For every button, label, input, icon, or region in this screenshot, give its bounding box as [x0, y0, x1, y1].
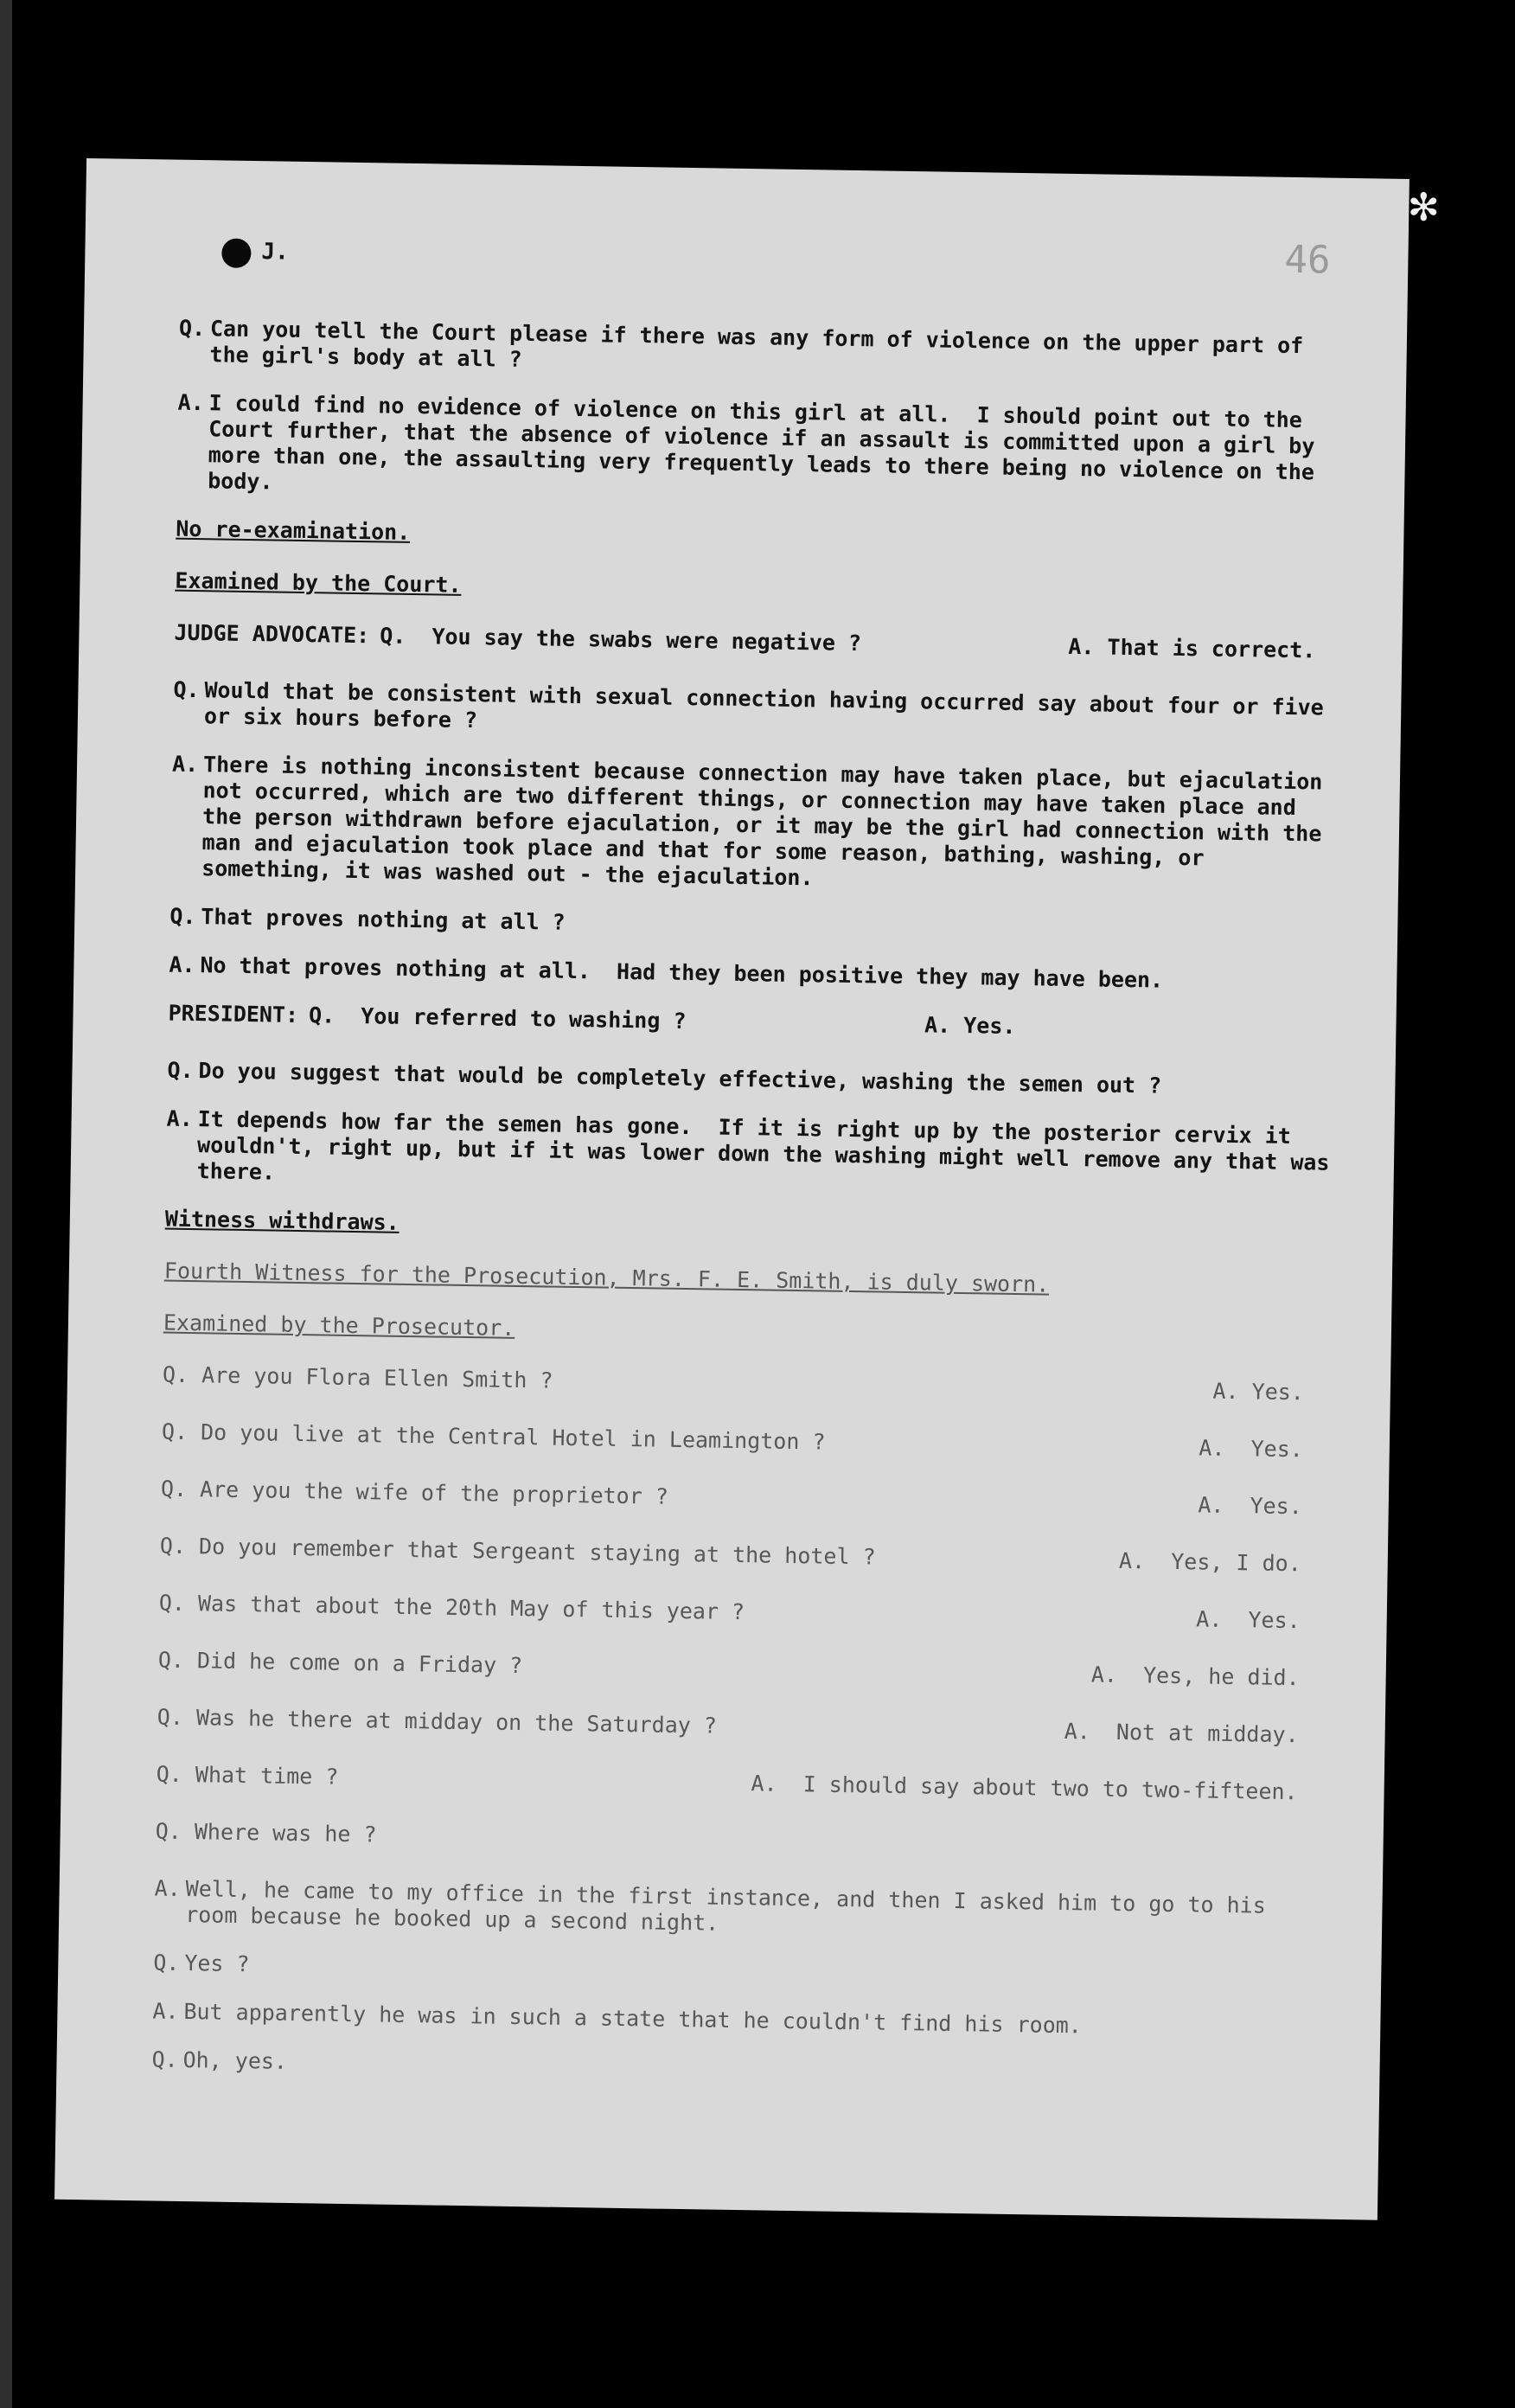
qa-text: No that proves nothing at all. Had they been positive they may have been. — [200, 952, 1164, 993]
smith-answer: A. Yes, I do. — [1118, 1547, 1301, 1577]
judge-advocate-row — [174, 620, 1350, 664]
smith-qa-row — [155, 1818, 1331, 1862]
qa-label: A. — [166, 1105, 194, 1132]
qa-text: Well, he came to my office in the first instance, and then I asked him to go to his room because he booked up a second night. — [184, 1876, 1280, 1936]
smith-qa-row — [160, 1534, 1336, 1578]
smith-qa-row — [162, 1419, 1338, 1463]
smith-qa-row — [161, 1476, 1337, 1521]
qa-paragraph — [151, 2046, 1327, 2091]
smith-qa-rows — [155, 1362, 1339, 1863]
qa-label: A. — [171, 751, 199, 778]
qa-label: A. — [152, 1998, 179, 2024]
qa-label: Q. — [151, 2046, 178, 2072]
smith-answer: A. Yes. — [1212, 1378, 1305, 1406]
transcript-body — [151, 316, 1355, 2114]
smith-qa-row — [158, 1647, 1334, 1691]
punch-hole — [221, 238, 252, 268]
judge-advocate-answer: A. That is correct. — [1068, 633, 1316, 663]
smith-question: Q. Did he come on a Friday ? — [157, 1647, 523, 1679]
smith-question: Q. Where was he ? — [155, 1818, 377, 1848]
qa-paragraph — [178, 316, 1355, 386]
smith-question: Q. Was he there at midday on the Saturday ? — [157, 1704, 718, 1739]
page-number: 46 — [1284, 237, 1331, 283]
film-margin — [0, 0, 12, 2408]
smith-question: Q. What time ? — [156, 1761, 339, 1790]
smith-qa-row — [157, 1704, 1333, 1748]
judge-advocate-question: Q. You say the swabs were negative ? — [380, 623, 862, 656]
smith-qa-tail — [151, 1875, 1330, 2091]
smith-question: Q. Was that about the 20th May of this year ? — [158, 1590, 745, 1625]
qa-label: A. — [169, 951, 195, 978]
qa-paragraph — [176, 390, 1354, 512]
qa-paragraph — [154, 1875, 1331, 1945]
page-id: J. — [261, 239, 289, 266]
qa-text: Would that be consistent with sexual connection having occurred say about four or five or six hours before ? — [203, 677, 1338, 733]
qa-label: Q. — [178, 315, 206, 342]
no-reexamination-heading: No re-examination. — [176, 516, 411, 545]
president-row — [168, 1001, 1344, 1045]
qa-text: I could find no evidence of violence on this girl at all. I should point out to the Court further, that the absence of violence if an assault is committed upon a girl by more than one, the assaulting very frequently leads to there being no violence on the body. — [208, 390, 1328, 495]
smith-question: Q. Are you Flora Ellen Smith ? — [162, 1361, 553, 1393]
smith-qa-row — [157, 1761, 1333, 1805]
smith-answer — [1296, 1836, 1331, 1863]
president-answer: A. Yes. — [924, 1012, 1016, 1039]
smith-answer: A. Yes. — [1198, 1492, 1303, 1520]
qa-paragraph — [153, 1950, 1329, 1994]
smith-qa-row — [159, 1591, 1335, 1635]
qa-label: Q. — [153, 1950, 180, 1976]
document-page — [54, 158, 1410, 2220]
qa-paragraph — [167, 1058, 1343, 1102]
qa-paragraph — [152, 1998, 1328, 2042]
qa-text: Can you tell the Court please if there was any form of violence on the upper part of the girl's body at all ? — [209, 316, 1317, 372]
smith-question: Q. Are you the wife of the proprietor ? — [160, 1476, 669, 1509]
qa-text: It depends how far the semen has gone. If it is right up by the posterior cervix it wouldn't, right up, but if it was lower down the washing might well remove any that was there. — [196, 1106, 1343, 1185]
qa-label: Q. — [167, 1057, 194, 1084]
qa-label: A. — [154, 1875, 182, 1901]
qa-text: There is nothing inconsistent because connection may have taken place, but ejaculation not occurred, which are two different things, or connection may have taken place and the person withdrawn before ejaculation, or it may be the girl had connection with the man and ejaculation took place and that for some reason, bathing, washing, or something, it was washed out - the ejaculation. — [201, 752, 1336, 891]
medical-qa-block — [176, 316, 1355, 512]
qa-paragraph — [169, 904, 1346, 948]
qa-text: Yes ? — [184, 1950, 250, 1977]
court-qa-block — [169, 677, 1349, 996]
qa-paragraph — [165, 1106, 1342, 1202]
president-label: PRESIDENT: — [168, 1000, 299, 1028]
smith-answer: A. Not at midday. — [1064, 1718, 1299, 1748]
film-speck: ✻ — [1410, 177, 1438, 232]
witness-withdraws-heading: Witness withdraws. — [164, 1206, 400, 1235]
qa-label: A. — [177, 389, 205, 416]
smith-answer: A. Yes. — [1196, 1606, 1301, 1634]
washing-qa-block — [165, 1058, 1343, 1202]
smith-question: Q. Do you remember that Sergeant staying at the hotel ? — [159, 1533, 876, 1570]
judge-advocate-label: JUDGE ADVOCATE: — [174, 619, 370, 649]
qa-text: Do you suggest that would be completely effective, washing the semen out ? — [198, 1058, 1162, 1098]
qa-paragraph — [170, 752, 1348, 900]
qa-paragraph — [169, 952, 1345, 996]
president-question: Q. You referred to washing ? — [308, 1002, 687, 1034]
qa-paragraph — [173, 677, 1350, 747]
smith-question: Q. Do you live at the Central Hotel in Leamington ? — [161, 1419, 826, 1455]
examined-by-court-heading: Examined by the Court. — [175, 567, 462, 598]
smith-answer: A. I should say about two to two-fifteen. — [751, 1771, 1298, 1805]
smith-qa-row — [163, 1362, 1339, 1406]
examined-by-prosecutor-heading: Examined by the Prosecutor. — [163, 1310, 515, 1341]
smith-answer: A. Yes. — [1199, 1435, 1304, 1463]
qa-label: Q. — [169, 903, 196, 930]
qa-text: But apparently he was in such a state that he couldn't find his room. — [183, 1999, 1083, 2039]
qa-text: That proves nothing at all ? — [201, 904, 566, 935]
qa-text: Oh, yes. — [182, 2047, 288, 2074]
qa-label: Q. — [173, 676, 200, 703]
smith-answer: A. Yes, he did. — [1090, 1662, 1300, 1691]
fourth-witness-heading: Fourth Witness for the Prosecution, Mrs. F. E. Smith, is duly sworn. — [163, 1258, 1050, 1297]
